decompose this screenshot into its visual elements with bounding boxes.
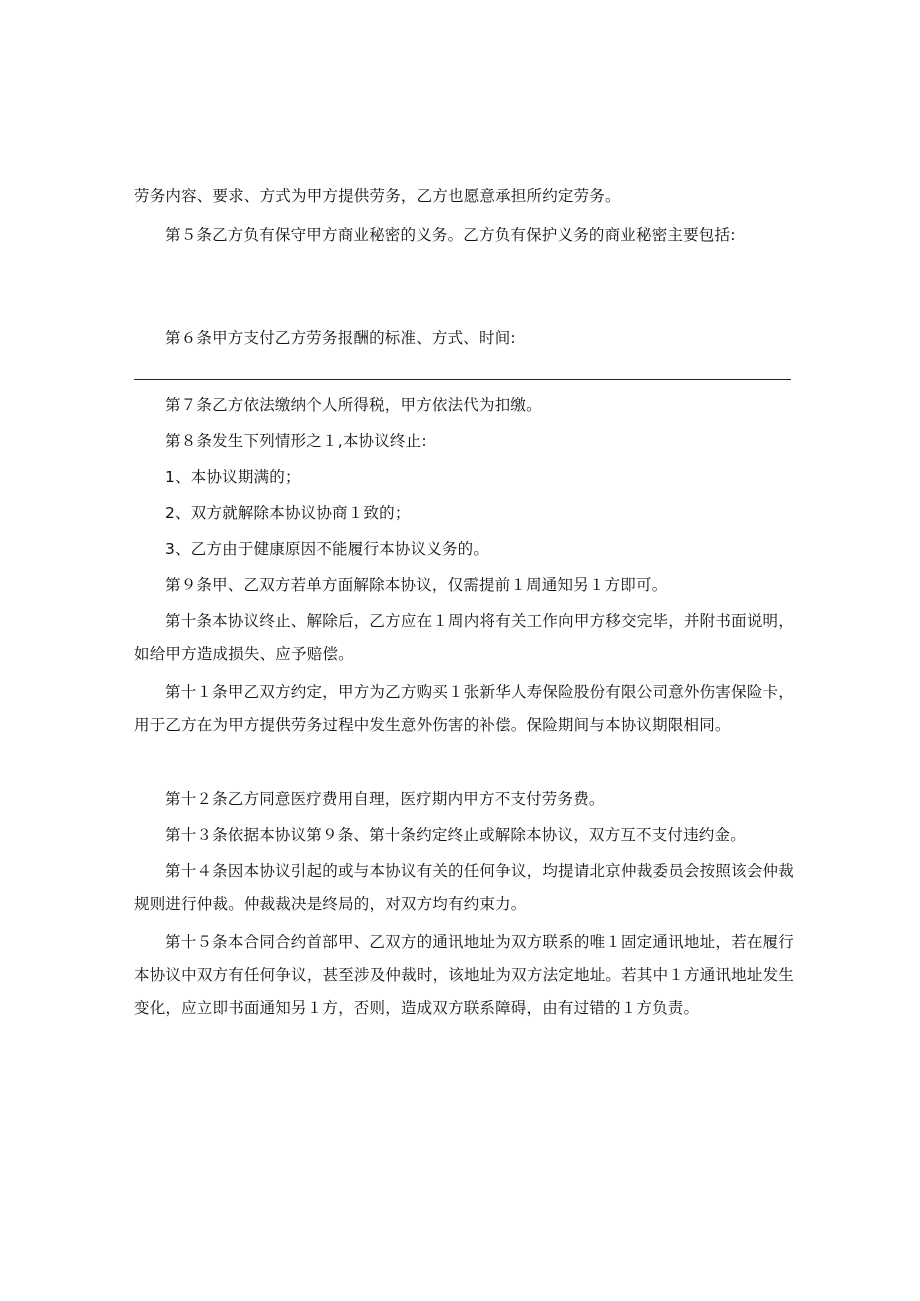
clause-8-item-3: 3、乙方由于健康原因不能履行本协议义务的。 (165, 540, 490, 558)
fill-in-blank-line (134, 379, 791, 380)
clause-8-item-1: 1、本协议期满的； (165, 468, 301, 486)
clause-14: 第十４条因本协议引起的或与本协议有关的任何争议，均提请北京仲裁委员会按照该会仲裁规则进行仲裁。仲裁裁决是终局的，对双方均有约束力。 (134, 862, 794, 913)
clause-11: 第十１条甲乙双方约定，甲方为乙方购买１张新华人寿保险股份有限公司意外伤害保险卡，用于乙方在为甲方提供劳务过程中发生意外伤害的补偿。保险期间与本协议期限相同。 (134, 683, 794, 734)
clause-15: 第十５条本合同合约首部甲、乙双方的通讯地址为双方联系的唯１固定通讯地址，若在履行本协议中双方有任何争议，甚至涉及仲裁时，该地址为双方法定地址。若其中１方通讯地址发生变化，应立即书面通知另１方，否则，造成双方联系障碍，由有过错的１方负责。 (134, 933, 794, 1017)
clause-12: 第十２条乙方同意医疗费用自理，医疗期内甲方不支付劳务费。 (165, 790, 605, 808)
clause-7: 第７条乙方依法缴纳个人所得税，甲方依法代为扣缴。 (165, 396, 542, 414)
clause-8: 第８条发生下列情形之１,本协议终止: (165, 432, 427, 450)
clause-6: 第６条甲方支付乙方劳务报酬的标准、方式、时间: (165, 329, 516, 347)
clause-13: 第十３条依据本协议第９条、第十条约定终止或解除本协议，双方互不支付违约金。 (165, 826, 746, 844)
clause-10: 第十条本协议终止、解除后，乙方应在１周内将有关工作向甲方移交完毕，并附书面说明，如给甲方造成损失、应予赔偿。 (134, 612, 794, 663)
paragraph-continuation: 劳务内容、要求、方式为甲方提供劳务，乙方也愿意承担所约定劳务。 (134, 187, 621, 205)
clause-8-item-2: 2、双方就解除本协议协商１致的； (165, 504, 411, 522)
clause-9: 第９条甲、乙双方若单方面解除本协议，仅需提前１周通知另１方即可。 (165, 576, 668, 594)
clause-5: 第５条乙方负有保守甲方商业秘密的义务。乙方负有保护义务的商业秘密主要包括: (165, 226, 736, 244)
